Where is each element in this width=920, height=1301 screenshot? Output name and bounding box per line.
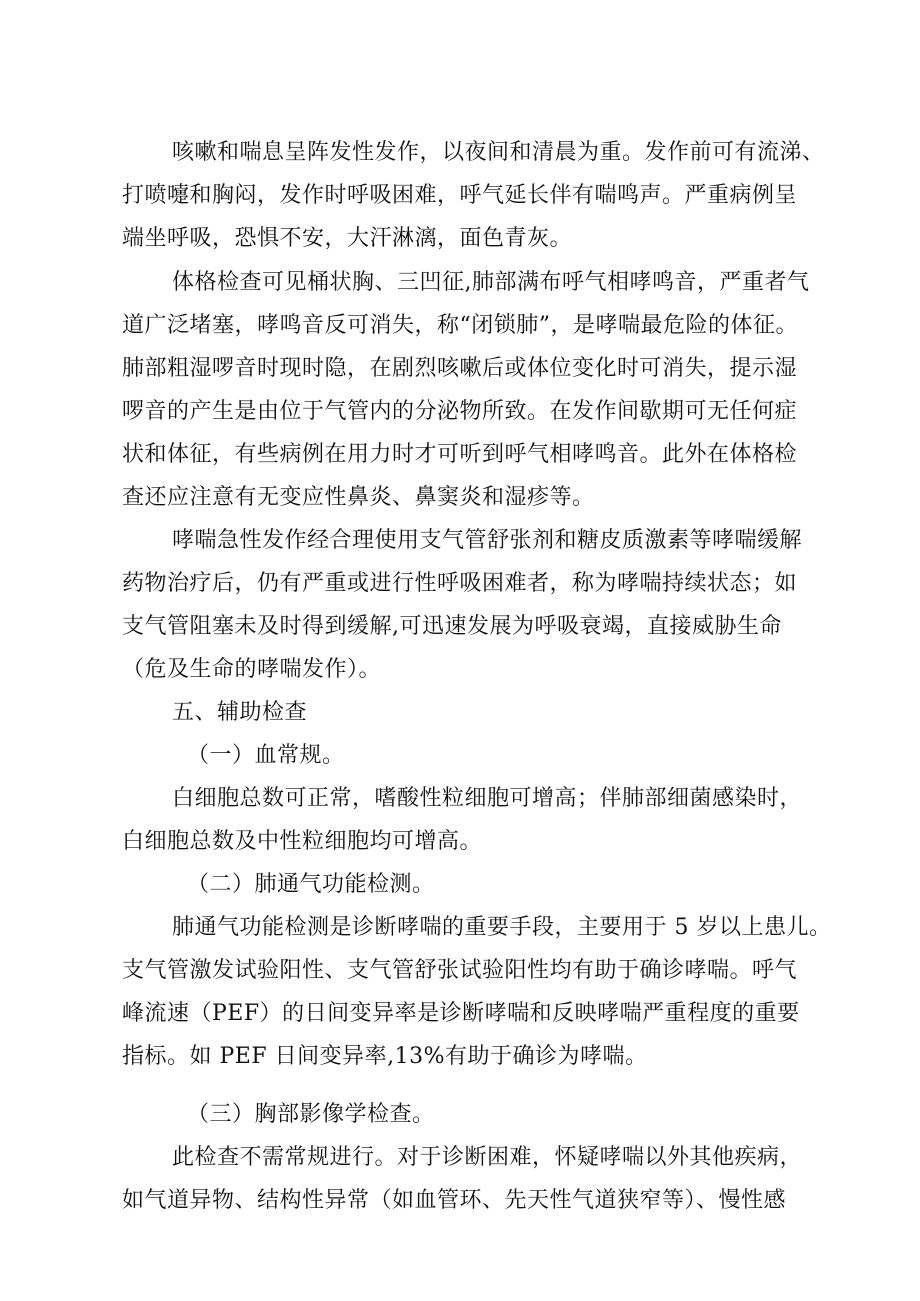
paragraph-line: 药物治疗后，仍有严重或进行性呼吸困难者，称为哮喘持续状态；如 bbox=[122, 571, 798, 596]
paragraph-line: 支气管阻塞未及时得到缓解,可迅速发展为呼吸衰竭，直接威胁生命 bbox=[122, 614, 782, 639]
paragraph-line: 查还应注意有无变应性鼻炎、鼻窦炎和湿疹等。 bbox=[122, 485, 595, 510]
paragraph-line: 白细胞总数及中性粒细胞均可增高。 bbox=[122, 829, 483, 854]
paragraph-line: 肺通气功能检测是诊断哮喘的重要手段，主要用于 5 岁以上患儿。 bbox=[172, 915, 832, 940]
paragraph-line: 如气道异物、结构性异常（如血管环、先天性气道狭窄等）、慢性感 bbox=[122, 1188, 787, 1213]
paragraph-line: 状和体征，有些病例在用力时才可听到呼气相哮鸣音。此外在体格检 bbox=[122, 442, 798, 467]
paragraph-line: （危及生命的哮喘发作）。 bbox=[122, 657, 382, 682]
paragraph-line: 支气管激发试验阳性、支气管舒张试验阳性均有助于确诊哮喘。呼气 bbox=[122, 958, 798, 983]
paragraph-line: 峰流速（PEF）的日间变异率是诊断哮喘和反映哮喘严重程度的重要 bbox=[122, 1001, 800, 1026]
subsection-heading: （二）肺通气功能检测。 bbox=[187, 872, 435, 897]
paragraph-line: 指标。如 PEF 日间变异率,13%有助于确诊为哮喘。 bbox=[122, 1044, 648, 1069]
paragraph-line: 哮喘急性发作经合理使用支气管舒张剂和糖皮质激素等哮喘缓解 bbox=[172, 528, 803, 553]
paragraph-line: 道广泛堵塞，哮鸣音反可消失，称“闭锁肺”，是哮喘最危险的体征。 bbox=[122, 313, 798, 338]
subsection-heading: （一）血常规。 bbox=[187, 743, 345, 768]
paragraph-line: 体格检查可见桶状胸、三凹征,肺部满布呼气相哮鸣音，严重者气 bbox=[172, 270, 810, 295]
paragraph-line: 打喷嚏和胸闷，发作时呼吸困难，呼气延长伴有喘鸣声。严重病例呈 bbox=[122, 183, 798, 208]
paragraph-line: 啰音的产生是由位于气管内的分泌物所致。在发作间歇期可无任何症 bbox=[122, 399, 798, 424]
paragraph-line: 白细胞总数可正常，嗜酸性粒细胞可增高；伴肺部细菌感染时， bbox=[172, 786, 803, 811]
paragraph-line: 此检查不需常规进行。对于诊断困难，怀疑哮喘以外其他疾病， bbox=[172, 1145, 803, 1170]
section-heading: 五、辅助检查 bbox=[172, 700, 308, 725]
paragraph-line: 肺部粗湿啰音时现时隐，在剧烈咳嗽后或体位变化时可消失，提示湿 bbox=[122, 356, 798, 381]
paragraph-line: 咳嗽和喘息呈阵发性发作，以夜间和清晨为重。发作前可有流涕、 bbox=[172, 140, 825, 165]
subsection-heading: （三）胸部影像学检查。 bbox=[187, 1102, 435, 1127]
paragraph-line: 端坐呼吸，恐惧不安，大汗淋漓，面色青灰。 bbox=[122, 226, 573, 251]
